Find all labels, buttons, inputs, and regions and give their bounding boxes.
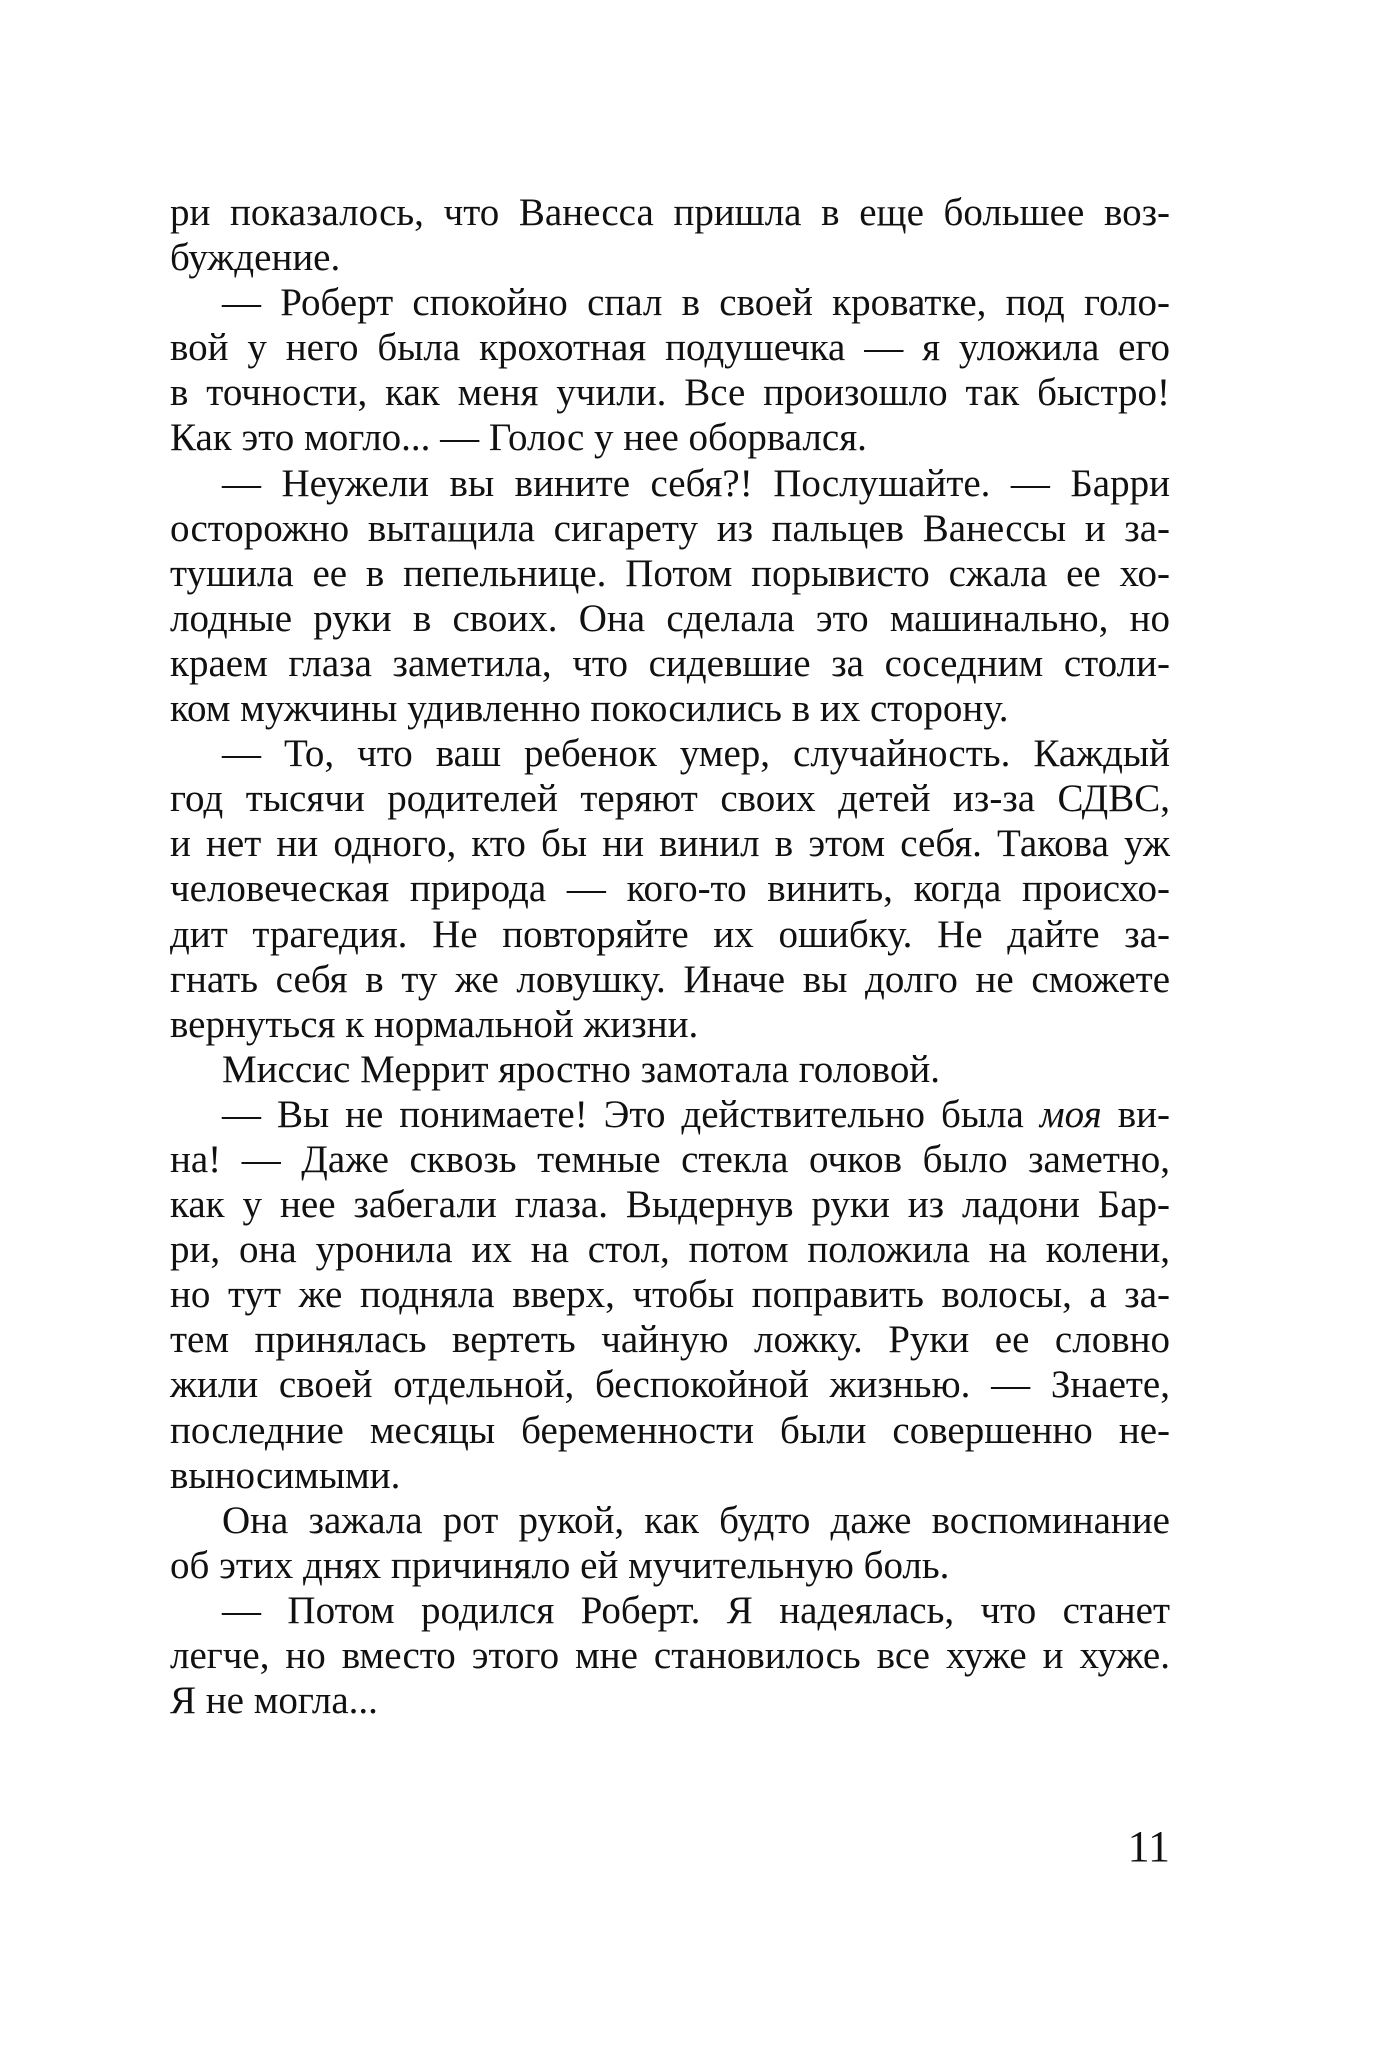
text-line-27: жили своей отдельной, беспокойной жизнью. — Знаете, (170, 1363, 1170, 1407)
text-line-20: Миссис Меррит яростно замотала головой. (222, 1047, 940, 1091)
text-line-26: тем принялась вертеть чайную ложку. Руки ее словно (170, 1318, 1170, 1362)
text-line-8: осторожно вытащила сигарету из пальцев Ванессы и за- (170, 506, 1170, 550)
text-line-33: легче, но вместо этого мне становилось все хуже и хуже. (170, 1634, 1170, 1677)
text-line-19: вернуться к нормальной жизни. (170, 1002, 699, 1046)
text-line-13: — То, что ваш ребенок умер, случайность. Каждый (222, 732, 1170, 776)
text-line-21-a: — Вы не понимаете! Это действительно была (222, 1092, 1040, 1136)
text-line-5: в точности, как меня учили. Все произошло так быстро! (170, 371, 1170, 415)
text-line-7: — Неужели вы вините себя?! Послушайте. — Барри (222, 461, 1170, 505)
text-line-3: — Роберт спокойно спал в своей кроватке, под голо- (222, 281, 1170, 325)
text-line-2: буждение. (170, 236, 341, 280)
text-line-11: краем глаза заметила, что сидевшие за соседним столи- (170, 641, 1170, 685)
text-line-29: выносимыми. (170, 1453, 401, 1497)
emphasis-word: моя (1039, 1092, 1102, 1136)
text-line-18: гнать себя в ту же ловушку. Иначе вы долго не сможете (170, 957, 1170, 1001)
text-line-21-b: ви- (1101, 1092, 1170, 1136)
text-line-16: человеческая природа — кого-то винить, когда происхо- (170, 867, 1170, 911)
text-line-31: об этих днях причиняло ей мучительную боль. (170, 1543, 950, 1587)
text-line-30: Она зажала рот рукой, как будто даже воспоминание (222, 1498, 1170, 1542)
text-line-22: на! — Даже сквозь темные стекла очков было заметно, (170, 1137, 1170, 1181)
text-line-25: но тут же подняла вверх, чтобы поправить волосы, а за- (170, 1273, 1170, 1317)
text-line-10: лодные руки в своих. Она сделала это машинально, но (170, 596, 1170, 640)
text-line-32: — Потом родился Роберт. Я надеялась, что станет (222, 1588, 1170, 1632)
text-line-21 (170, 1092, 1170, 1137)
text-line-1: ри показалось, что Ванесса пришла в еще большее воз- (170, 191, 1170, 234)
text-line-23: как у нее забегали глаза. Выдернув руки из ладони Бар- (170, 1183, 1170, 1227)
text-line-28: последние месяцы беременности были совершенно не- (170, 1408, 1170, 1452)
text-line-17: дит трагедия. Не повторяйте их ошибку. Не дайте за- (170, 912, 1170, 956)
text-line-12: ком мужчины удивленно покосились в их сторону. (170, 687, 1009, 731)
text-line-14: год тысячи родителей теряют своих детей из-за СДВС, (170, 777, 1170, 821)
text-line-34: Я не могла... (170, 1679, 378, 1723)
body-text (170, 190, 1170, 1723)
text-line-24: ри, она уронила их на стол, потом положила на колени, (170, 1228, 1170, 1272)
text-line-6: Как это могло... — Голос у нее оборвался. (170, 416, 867, 460)
text-line-15: и нет ни одного, кто бы ни винил в этом себя. Такова уж (170, 822, 1170, 866)
text-line-9: тушила ее в пепельнице. Потом порывисто сжала ее хо- (170, 551, 1170, 595)
text-line-4: вой у него была крохотная подушечка — я уложила его (170, 326, 1170, 370)
page-number: 11 (1127, 1822, 1170, 1871)
